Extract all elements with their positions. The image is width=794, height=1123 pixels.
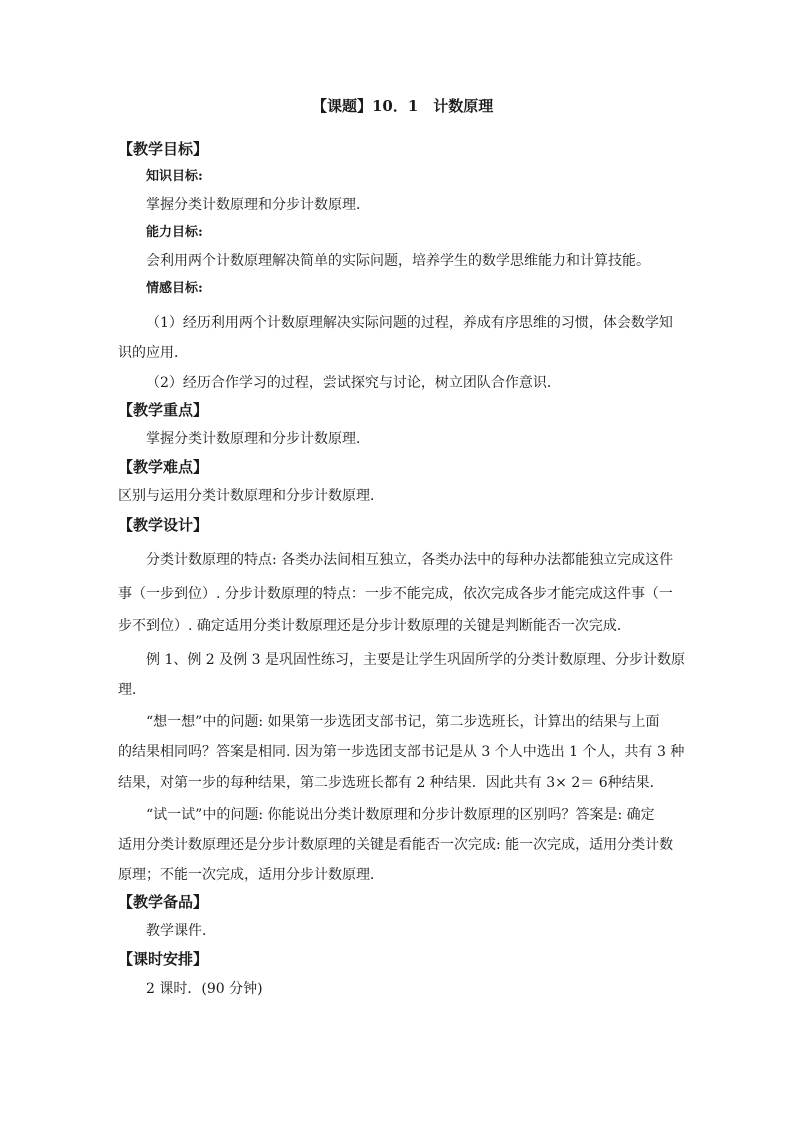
design-paragraph2-line1: 例 1、例 2 及例 3 是巩固性练习，主要是让学生巩固所学的分类计数原理、分步计数原 bbox=[146, 652, 685, 668]
design-paragraph3-line3: 结果，对第一步的每种结果，第二步选班长都有 2 种结果．因此共有 3× 2＝ 6种结果． bbox=[118, 775, 664, 791]
emotion-goal-item1-line1: （1）经历利用两个计数原理解决实际问题的过程，养成有序思维的习惯，体会数学知 bbox=[146, 315, 673, 331]
emotion-goal-label: 情感目标: bbox=[146, 281, 203, 296]
design-paragraph1-line1: 分类计数原理的特点: 各类办法间相互独立，各类办法中的每种办法都能独立完成这件 bbox=[146, 552, 674, 568]
design-paragraph3-line1: “想一想”中的问题: 如果第一步选团支部书记，第二步选班长，计算出的结果与上面 bbox=[146, 714, 660, 730]
materials-text: 教学课件． bbox=[146, 923, 216, 939]
design-paragraph4-line1: “试一试”中的问题: 你能说出分类计数原理和分步计数原理的区别吗？答案是: 确定 bbox=[146, 807, 655, 823]
objectives-heading: 【教学目标】 bbox=[118, 140, 209, 158]
design-paragraph3-line2: 的结果相同吗？答案是相同. 因为第一步选团支部书记是从 3 个人中选出 1 个人，共有 3 种 bbox=[118, 744, 685, 760]
key-points-text: 掌握分类计数原理和分步计数原理． bbox=[146, 431, 370, 447]
materials-heading: 【教学备品】 bbox=[118, 893, 209, 911]
design-heading: 【教学设计】 bbox=[118, 516, 209, 534]
design-paragraph4-line2: 适用分类计数原理还是分步计数原理的关键是看能否一次完成: 能一次完成，适用分类计数 bbox=[118, 837, 674, 853]
ability-goal-text: 会利用两个计数原理解决简单的实际问题，培养学生的数学思维能力和计算技能。 bbox=[146, 253, 650, 269]
design-paragraph1-line2: 事（一步到位）. 分步计数原理的特点：一步不能完成，依次完成各步才能完成这件事（一 bbox=[118, 586, 673, 602]
design-paragraph2-line2: 理． bbox=[118, 682, 146, 698]
difficulties-heading: 【教学难点】 bbox=[118, 458, 209, 476]
schedule-text: 2 课时．(90 分钟) bbox=[146, 981, 263, 997]
difficulties-text: 区别与运用分类计数原理和分步计数原理． bbox=[118, 488, 384, 504]
lesson-title: 【课题】10．1 计数原理 bbox=[312, 97, 494, 115]
design-paragraph4-line3: 原理；不能一次完成，适用分步计数原理． bbox=[118, 867, 384, 883]
emotion-goal-item2: （2）经历合作学习的过程，尝试探究与讨论，树立团队合作意识． bbox=[146, 375, 561, 391]
design-paragraph1-line3: 步不到位）. 确定适用分类计数原理还是分步计数原理的关键是判断能否一次完成． bbox=[118, 618, 631, 634]
knowledge-goal-text: 掌握分类计数原理和分步计数原理． bbox=[146, 197, 370, 213]
schedule-heading: 【课时安排】 bbox=[118, 950, 209, 968]
key-points-heading: 【教学重点】 bbox=[118, 401, 209, 419]
ability-goal-label: 能力目标: bbox=[146, 225, 203, 240]
emotion-goal-item1-line2: 识的应用． bbox=[118, 345, 188, 361]
knowledge-goal-label: 知识目标: bbox=[146, 169, 203, 184]
